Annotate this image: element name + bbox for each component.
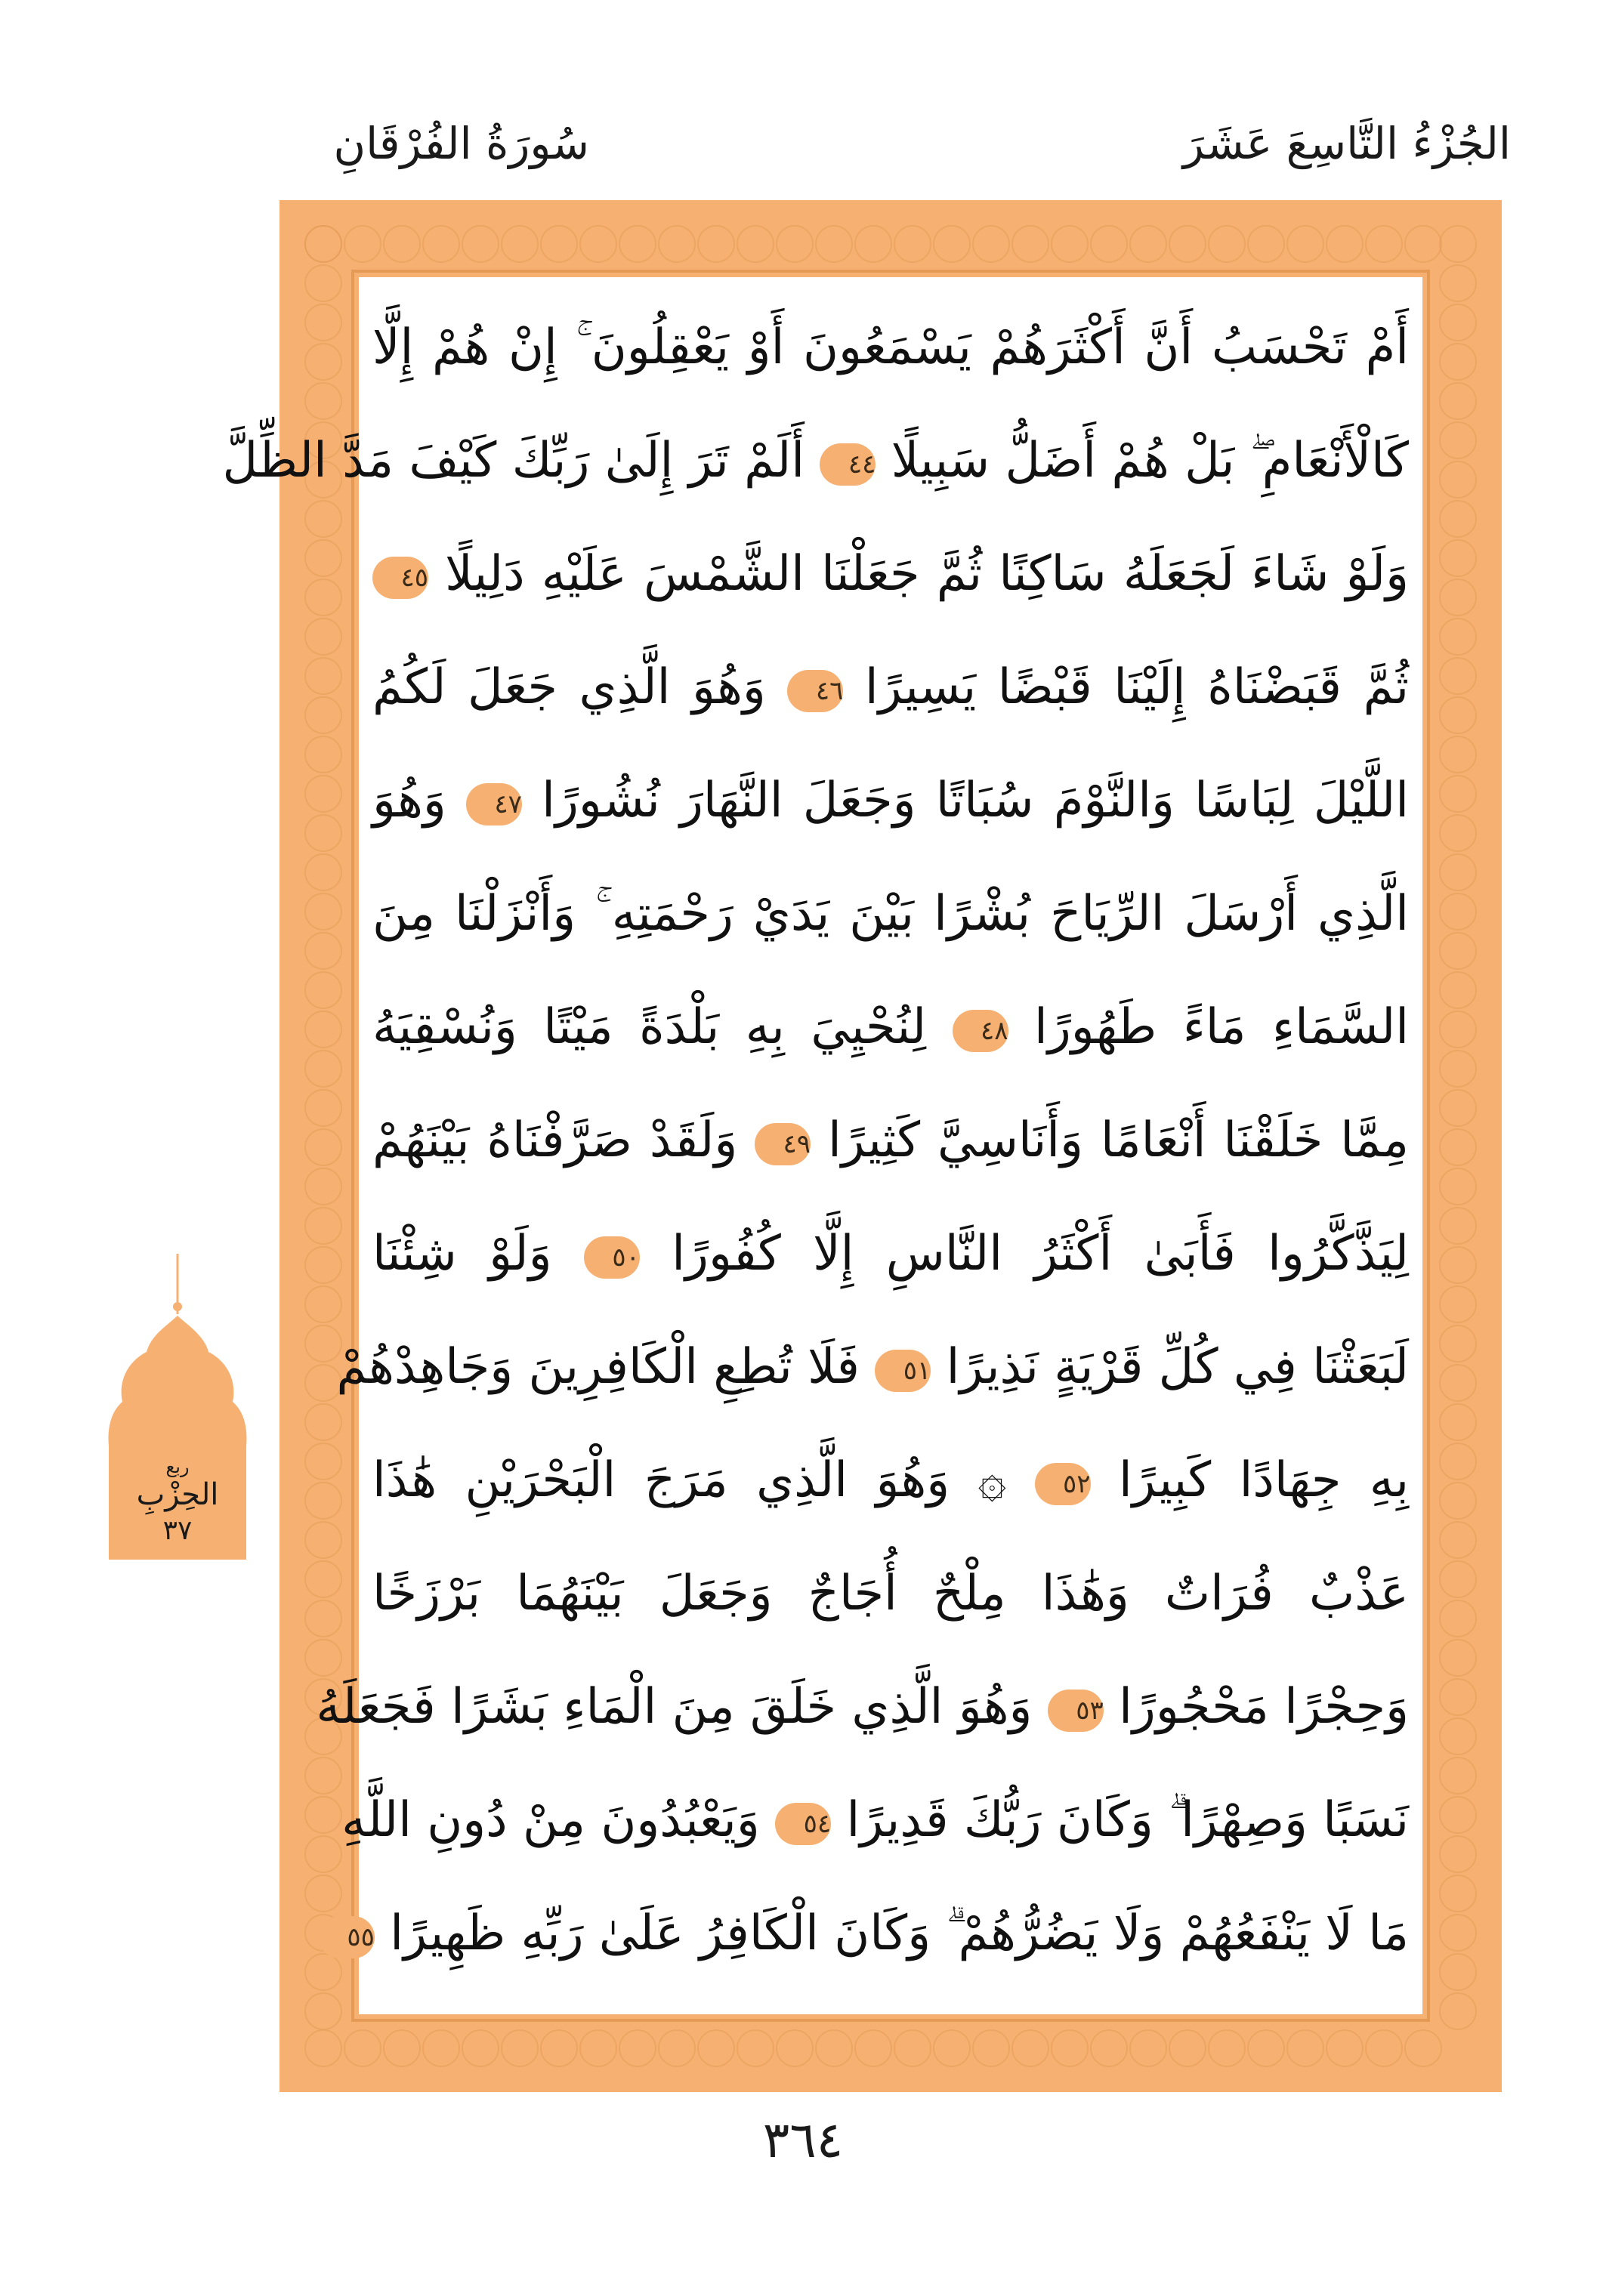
ayah-number-marker: ٥٣ [1048,1690,1104,1732]
ayah-line [316,1650,1409,1764]
scallop-mark [1405,2030,1441,2066]
scallop-mark [305,1011,341,1048]
scallop-mark [305,304,341,341]
scallop-mark [305,1993,341,2029]
scallop-mark [305,226,341,262]
scallop-mark [1287,226,1323,262]
scallop-mark [305,1836,341,1872]
scallop-mark [1091,226,1127,262]
ayah-line [372,744,1409,857]
juz-title: الجُزْءُ التَّاسِعَ عَشَرَ [1182,118,1511,169]
scallop-mark [1012,2030,1049,2066]
scallop-mark [855,2030,891,2066]
scallop-mark [1440,1757,1476,1794]
scallop-mark [305,540,341,576]
scallop-mark [344,226,381,262]
scallop-mark [305,1443,341,1480]
scallop-mark [305,933,341,969]
scallop-mark [1440,540,1476,576]
scallop-mark [305,972,341,1008]
scallop-mark [777,2030,813,2066]
scallop-mark [1440,776,1476,812]
ayah-text: السَّمَاءِ مَاءً طَهُورًا [1034,999,1410,1055]
ayah-text: وَحِجْرًا مَحْجُورًا [1119,1679,1409,1735]
scallop-mark [1440,1286,1476,1322]
scallop-mark [816,2030,852,2066]
hizb-rub-label: ربع [165,1456,190,1477]
scallop-mark [305,1522,341,1558]
ayah-line [372,631,1409,744]
scallop-mark [1440,736,1476,773]
scallop-mark [305,1247,341,1283]
ayah-text: وَهُوَ الَّذِي خَلَقَ مِنَ الْمَاءِ بَشَرًا فَجَعَلَهُ [316,1679,1033,1735]
scallop-mark [1052,226,1088,262]
scallop-mark [934,226,970,262]
ayah-text: لِيَذَّكَّرُوا فَأَبَىٰ أَكْثَرُ النَّاسِ إِلَّا كُفُورًا [672,1226,1410,1282]
ayah-text: وَلَوْ شِئْنَا [372,1226,552,1282]
scallop-mark [305,1286,341,1322]
scallop-mark [305,658,341,694]
scallop-mark [1091,2030,1127,2066]
scallop-mark [698,2030,734,2066]
scallop-mark [1440,1443,1476,1480]
scallop-mark [1440,1168,1476,1205]
scallop-mark [1326,2030,1363,2066]
ayah-number-marker: ٥٥ [319,1916,375,1958]
ayah-line [372,517,1409,631]
ayah-text: وَلَقَدْ صَرَّفْنَاهُ بَيْنَهُمْ [372,1113,738,1168]
scallop-mark [1440,501,1476,537]
scallop-mark [1440,265,1476,301]
scallop-mark [1440,304,1476,341]
scallop-mark [305,815,341,851]
hizb-quarter-badge [106,1254,249,1560]
scallop-mark [619,226,656,262]
ayah-text: لِنُحْيِيَ بِهِ بَلْدَةً مَيْتًا وَنُسْقِيَهُ [372,999,927,1055]
scallop-mark [1440,854,1476,890]
surah-title: سُورَةُ الفُرْقَانِ [333,118,589,169]
ayah-number-marker: ٥١ [875,1350,931,1392]
scallop-mark [1440,1129,1476,1165]
scallop-mark [934,2030,970,2066]
scallop-mark [541,2030,577,2066]
scallop-mark [1440,1954,1476,1990]
ayah-text: أَلَمْ تَرَ إِلَىٰ رَبِّكَ كَيْفَ مَدَّ الظِّلَّ [222,433,805,489]
scallop-mark [1440,815,1476,851]
ayah-line [341,1764,1409,1877]
ayah-number-marker: ٤٨ [953,1010,1008,1052]
scallop-mark [305,1483,341,1519]
ayah-number-marker: ٤٤ [820,443,876,486]
scallop-mark [1287,2030,1323,2066]
scallop-mark [1326,226,1363,262]
dome-icon [106,1254,249,1560]
ayah-text: لَبَعَثْنَا فِي كُلِّ قَرْيَةٍ نَذِيرًا [946,1339,1409,1395]
scallop-mark [1012,226,1049,262]
scallop-mark [1440,1836,1476,1872]
scallop-mark [580,226,616,262]
ayah-text: وَهُوَ [372,773,446,829]
scallop-mark [1440,697,1476,733]
scallop-mark [1209,2030,1245,2066]
scallop-mark [1440,1600,1476,1637]
scallop-mark [659,226,695,262]
scallop-mark [1169,226,1206,262]
scallop-mark [1440,1247,1476,1283]
scallop-mark [1440,383,1476,419]
scallop-mark [1440,1208,1476,1244]
ayah-text: فَلَا تُطِعِ الْكَافِرِينَ وَجَاهِدْهُمْ [336,1339,860,1395]
scallop-mark [1440,1561,1476,1597]
scallop-mark [305,619,341,655]
scallop-mark [305,854,341,890]
scallop-mark [1440,1718,1476,1754]
scallop-mark [1440,1640,1476,1676]
ayah-number-marker: ٤٧ [466,783,522,826]
scallop-mark [305,776,341,812]
scallop-mark [1440,1522,1476,1558]
scallop-mark [423,2030,459,2066]
scallop-mark [1169,2030,1206,2066]
scallop-mark [777,226,813,262]
scallop-mark [541,226,577,262]
ayah-line [372,291,1409,404]
scallop-mark [305,1168,341,1205]
scallop-mark [1440,461,1476,498]
scallop-mark [1440,1483,1476,1519]
ayah-line [372,857,1409,971]
scallop-mark [1440,226,1476,262]
scallop-mark [698,226,734,262]
scallop-mark [1440,1051,1476,1087]
scallop-mark [1440,1325,1476,1362]
scallop-mark [1440,1679,1476,1715]
scallop-mark [1440,1404,1476,1440]
scallop-mark [659,2030,695,2066]
scallop-mark [305,1404,341,1440]
hizb-number: ٣٧ [162,1515,193,1546]
scallop-mark [894,226,931,262]
scallop-mark [502,226,538,262]
scallop-mark [1052,2030,1088,2066]
ayah-text: بِهِ جِهَادًا كَبِيرًا [1119,1452,1410,1508]
scallop-mark [1440,893,1476,930]
ayah-line [372,1424,1409,1537]
ayah-text: وَلَوْ شَاءَ لَجَعَلَهُ سَاكِنًا ثُمَّ جَعَلْنَا الشَّمْسَ عَلَيْهِ دَلِيلًا [445,546,1409,602]
scallop-mark [305,1561,341,1597]
scallop-mark [305,265,341,301]
ayah-text: ثُمَّ قَبَضْنَاهُ إِلَيْنَا قَبْضًا يَسِيرًا [864,659,1410,715]
scallop-mark [305,344,341,380]
ayah-text: ۞ وَهُوَ الَّذِي مَرَجَ الْبَحْرَيْنِ هَٰذَا [372,1452,1007,1508]
scallop-mark [305,579,341,616]
scallop-mark [1440,579,1476,616]
scallop-mark [1130,2030,1166,2066]
scallop-mark [305,1090,341,1126]
scallop-mark [1405,226,1441,262]
scallop-mark [344,2030,381,2066]
scallop-mark [1440,1090,1476,1126]
scallop-mark [816,226,852,262]
scallop-mark [305,736,341,773]
ayah-line [336,1310,1409,1424]
scallop-mark [619,2030,656,2066]
scallop-mark [305,1600,341,1637]
text-panel [222,277,1422,2014]
scallop-mark [973,2030,1009,2066]
scallop-mark [462,2030,499,2066]
scallop-mark [1440,1365,1476,1401]
ayah-line [222,404,1409,517]
ayah-text: نَسَبًا وَصِهْرًا ۗ وَكَانَ رَبُّكَ قَدِيرًا [846,1792,1409,1848]
scallop-mark [1209,226,1245,262]
ayah-text: اللَّيْلَ لِبَاسًا وَالنَّوْمَ سُبَاتًا وَجَعَلَ النَّهَارَ نُشُورًا [542,773,1410,829]
scallop-mark [737,226,774,262]
ayah-number-marker: ٤٥ [372,557,428,599]
ayah-line [372,1537,1409,1650]
scallop-mark [580,2030,616,2066]
scallop-mark [1440,972,1476,1008]
scallop-mark [1440,619,1476,655]
ayah-text: وَيَعْبُدُونَ مِنْ دُونِ اللَّهِ [341,1792,760,1848]
ayah-line [372,1084,1409,1197]
ayah-text: كَالْأَنْعَامِ ۖ بَلْ هُمْ أَضَلُّ سَبِيلًا [891,433,1409,489]
scallop-mark [1440,933,1476,969]
ayah-number-marker: ٤٦ [787,670,843,712]
ayah-number-marker: ٤٩ [755,1123,811,1165]
ayah-text: عَذْبٌ فُرَاتٌ وَهَٰذَا مِلْحٌ أُجَاجٌ وَجَعَلَ بَيْنَهُمَا بَرْزَخًا [372,1566,1409,1622]
ayah-line [347,1877,1409,1990]
scallop-mark [1248,226,1284,262]
scallop-mark [1440,344,1476,380]
scallop-mark [1366,2030,1402,2066]
scallop-mark [305,697,341,733]
scallop-mark [384,2030,420,2066]
ayah-number-marker: ٥٢ [1035,1463,1091,1505]
scallop-mark [462,226,499,262]
scallop-mark [1440,1993,1476,2029]
scallop-mark [305,1208,341,1244]
scallop-mark [1248,2030,1284,2066]
ayah-number-marker: ٥٠ [584,1236,640,1279]
ayah-line [372,971,1409,1084]
scallop-mark [1440,1011,1476,1048]
scallop-mark [1130,226,1166,262]
scallop-mark [973,226,1009,262]
scallop-mark [305,893,341,930]
scallop-mark [502,2030,538,2066]
scallop-mark [1440,1797,1476,1833]
ayah-text: وَهُوَ الَّذِي جَعَلَ لَكُمُ [372,659,766,715]
scallop-mark [1440,1915,1476,1951]
ayah-text: مِمَّا خَلَقْنَا أَنْعَامًا وَأَنَاسِيَّ كَثِيرًا [827,1113,1409,1168]
scallop-mark [305,1797,341,1833]
scallop-mark [305,2030,341,2066]
scallop-mark [1440,658,1476,694]
ayah-number-marker: ٥٤ [775,1803,831,1845]
scallop-mark [305,1051,341,1087]
ayah-text: أَمْ تَحْسَبُ أَنَّ أَكْثَرَهُمْ يَسْمَعُونَ أَوْ يَعْقِلُونَ ۚ إِنْ هُمْ إِلَّا [372,319,1409,375]
scallop-mark [737,2030,774,2066]
ayah-text: مَا لَا يَنْفَعُهُمْ وَلَا يَضُرُّهُمْ ۗ وَكَانَ الْكَافِرُ عَلَىٰ رَبِّهِ ظَهِيرًا [390,1906,1409,1961]
scallop-mark [1440,422,1476,458]
page-number: ٣٦٤ [762,2111,844,2169]
hizb-name-label: الحِزْبِ [136,1477,219,1512]
ayah-line [372,1197,1409,1310]
scallop-mark [305,1129,341,1165]
ayah-text: الَّذِي أَرْسَلَ الرِّيَاحَ بُشْرًا بَيْنَ يَدَيْ رَحْمَتِهِ ۚ وَأَنْزَلْنَا مِنَ [372,886,1409,942]
page-frame [222,200,1502,2092]
scallop-mark [894,2030,931,2066]
scallop-mark [1440,1875,1476,1912]
scallop-mark [1366,226,1402,262]
scallop-mark [855,226,891,262]
scallop-mark [423,226,459,262]
scallop-mark [384,226,420,262]
